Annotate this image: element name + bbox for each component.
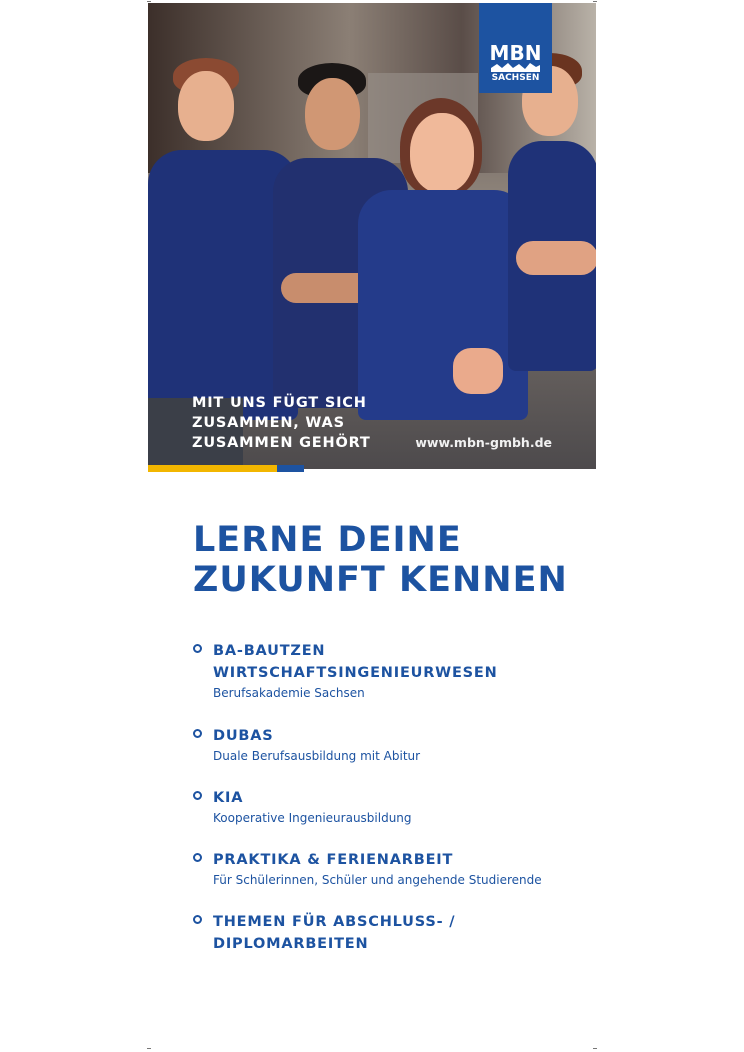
- item-subtitle: Für Schülerinnen, Schüler und angehende Studierende: [213, 873, 542, 887]
- crop-mark-br: [593, 1048, 597, 1049]
- face: [305, 78, 360, 150]
- slogan-line-3: ZUSAMMEN GEHÖRT: [192, 435, 371, 451]
- item-title: [213, 640, 498, 684]
- item-subtitle: Berufsakademie Sachsen: [213, 686, 365, 700]
- crop-mark-tr: [593, 1, 597, 2]
- item-title-line: DIPLOMARBEITEN: [213, 936, 369, 952]
- shirt: [358, 190, 528, 420]
- crop-mark-tl: [147, 1, 151, 2]
- item-title: [213, 725, 274, 747]
- arm: [516, 241, 596, 275]
- item-title-line: WIRTSCHAFTSINGENIEURWESEN: [213, 665, 498, 681]
- logo-wave-mark: [491, 62, 540, 72]
- item-title-line: THEMEN FÜR ABSCHLUSS- /: [213, 914, 456, 930]
- slogan-line-2: ZUSAMMEN, WAS: [192, 415, 345, 431]
- slogan-line-1: MIT UNS FÜGT SICH: [192, 395, 367, 411]
- bullet-icon: [193, 853, 202, 862]
- crop-mark-bl: [147, 1048, 151, 1049]
- headline: [193, 520, 568, 600]
- item-title-line: PRAKTIKA & FERIENARBEIT: [213, 852, 454, 868]
- headline-line-1: LERNE DEINE: [193, 520, 462, 560]
- blue-accent-bar: [277, 465, 304, 472]
- yellow-accent-bar: [148, 465, 277, 472]
- bullet-icon: [193, 729, 202, 738]
- item-title: [213, 787, 243, 809]
- item-subtitle: Duale Berufsausbildung mit Abitur: [213, 749, 421, 763]
- item-subtitle: Kooperative Ingenieurausbildung: [213, 811, 412, 825]
- item-title-line: BA-BAUTZEN: [213, 643, 326, 659]
- hero-slogan: [192, 393, 412, 453]
- item-title-line: KIA: [213, 790, 244, 806]
- face: [410, 113, 474, 193]
- logo-mbn: MBN: [489, 41, 542, 65]
- headline-line-2: ZUKUNFT KENNEN: [193, 560, 568, 600]
- item-title-line: DUBAS: [213, 728, 274, 744]
- face: [178, 71, 234, 141]
- hero-photo: [148, 3, 596, 469]
- item-title: [213, 849, 453, 871]
- bullet-icon: [193, 644, 202, 653]
- person-right: [508, 53, 596, 469]
- bullet-icon: [193, 915, 202, 924]
- website-link[interactable]: www.mbn-gmbh.de: [415, 435, 552, 450]
- arm: [453, 348, 503, 394]
- mbn-sachsen-logo: [479, 3, 552, 93]
- item-title: [213, 911, 455, 955]
- logo-sachsen: SACHSEN: [491, 73, 540, 83]
- bullet-icon: [193, 791, 202, 800]
